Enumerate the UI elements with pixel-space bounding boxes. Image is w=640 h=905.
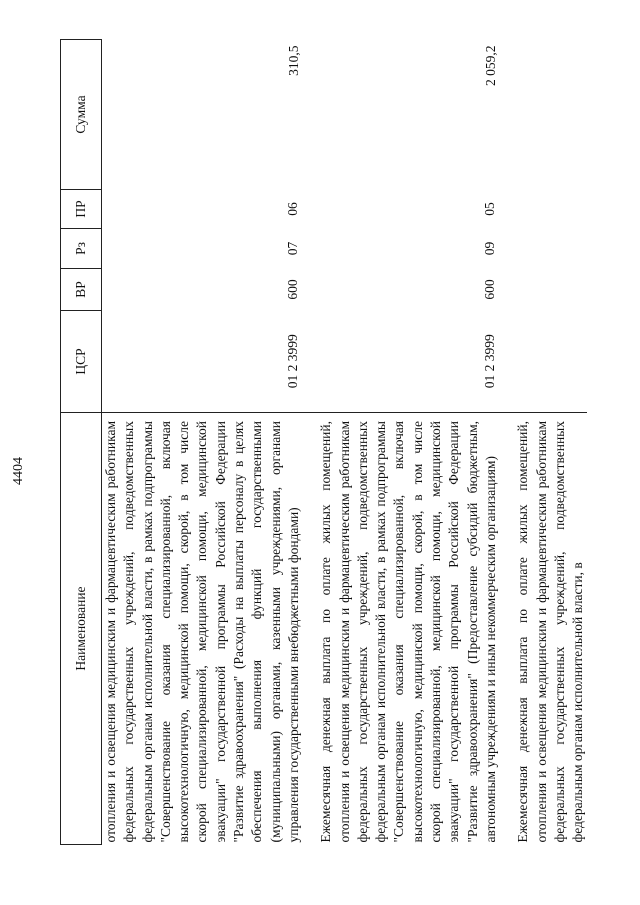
header-row bbox=[61, 40, 102, 845]
table-row bbox=[317, 40, 500, 845]
spacer-cell bbox=[500, 413, 514, 845]
row-sum: 2 059,2 bbox=[482, 45, 498, 86]
row-vr: 600 bbox=[481, 279, 497, 300]
row-vr bbox=[514, 269, 587, 311]
header-pr: ПР bbox=[61, 190, 102, 229]
row-csr: 01 2 3999 bbox=[284, 334, 300, 389]
header-name: Наименование bbox=[61, 413, 102, 845]
row-spacer bbox=[500, 40, 514, 845]
header-rz: Рз bbox=[61, 229, 102, 269]
row-csr bbox=[514, 311, 587, 413]
row-rz: 07 bbox=[284, 241, 300, 256]
header-sum: Сумма bbox=[61, 40, 102, 190]
row-sum bbox=[514, 40, 587, 190]
table-row bbox=[514, 40, 587, 845]
row-pr: 06 bbox=[284, 202, 300, 216]
header-csr: ЦСР bbox=[61, 311, 102, 413]
row-spacer bbox=[303, 40, 317, 845]
spacer-cell bbox=[303, 413, 317, 845]
row-csr: 01 2 3999 bbox=[481, 334, 497, 389]
row-name: отопления и освещения медицинским и фармацевтическим работникам федеральных государственных учреждений, подведомственных федеральным органам исполнительной власти, в рамках подпрограммы "Совершенствование оказания специализированной, включая высокотехнологичную, медицинской помощи, скорой, в том числе скорой специализированной, медицинской помощи, медицинской эвакуации" государственной программы Российской Федерации "Развитие здравоохранения" (Расходы на выплаты персоналу в целях обеспечения выполнения функций государственными (муниципальными) органами, казенными учреждениями, органами управления государственными внебюджетными фондами) bbox=[102, 413, 304, 845]
table-row bbox=[102, 40, 304, 845]
page-number: 4404 bbox=[11, 457, 26, 485]
row-name: Ежемесячная денежная выплата по оплате жилых помещений, отопления и освещения медицинским и фармацевтическим работникам федеральных государственных учреждений, подведомственных федеральным органам исполнительной власти, в bbox=[514, 413, 587, 845]
row-vr: 600 bbox=[284, 279, 300, 300]
row-pr bbox=[514, 190, 587, 229]
header-vr: ВР bbox=[61, 269, 102, 311]
row-name: Ежемесячная денежная выплата по оплате жилых помещений, отопления и освещения медицинским и фармацевтическим работникам федеральных государственных учреждений, подведомственных федеральным органам исполнительной власти, в рамках подпрограммы "Совершенствование оказания специализированной, включая высокотехнологичную, медицинской помощи, скорой, в том числе скорой специализированной, медицинской помощи, медицинской эвакуации" государственной программы Российской Федерации "Развитие здравоохранения" (Предоставление субсидий бюджетным, автономным учреждениям и иным некоммерческим организациям) bbox=[317, 413, 500, 845]
budget-table bbox=[60, 39, 587, 845]
row-rz: 09 bbox=[481, 241, 497, 256]
row-pr: 05 bbox=[481, 202, 497, 216]
row-sum: 310,5 bbox=[285, 45, 301, 76]
row-rz bbox=[514, 229, 587, 269]
